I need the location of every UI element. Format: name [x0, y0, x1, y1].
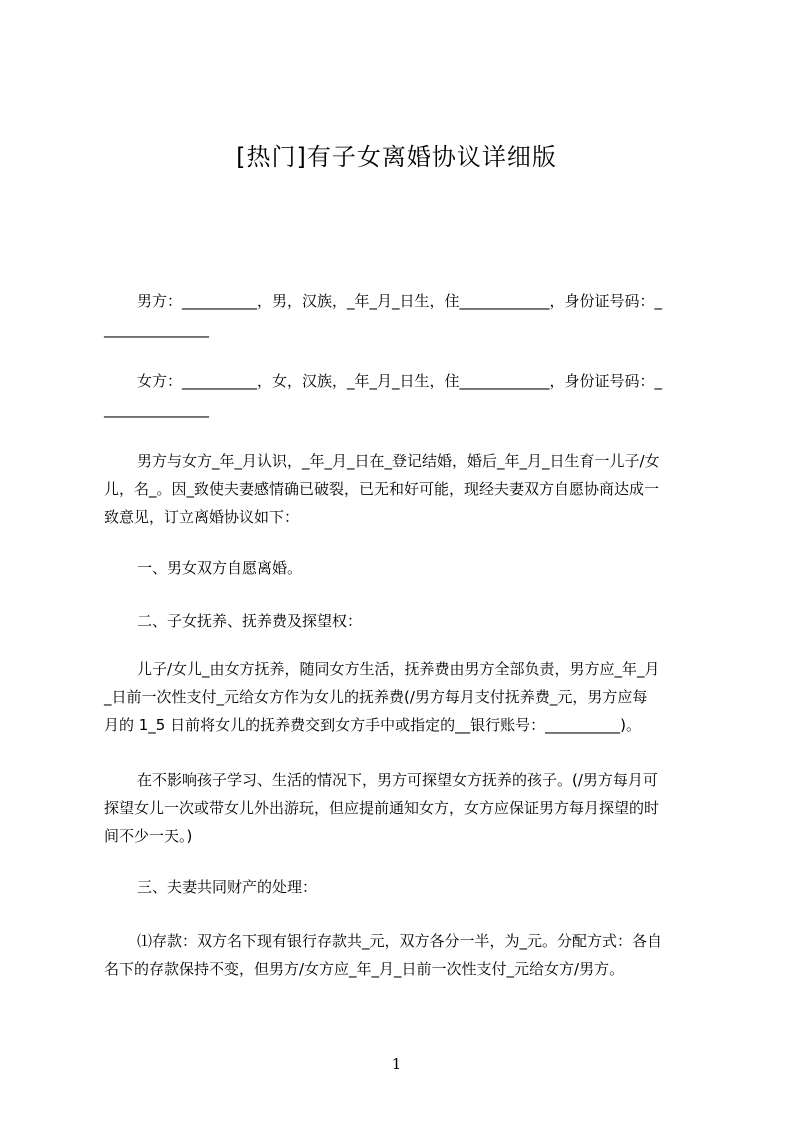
paragraph-line: 探望女儿一次或带女儿外出游玩，但应提前通知女方，女方应保证男方每月探望的时 [104, 799, 660, 817]
wife-info-paragraph [104, 367, 700, 423]
paragraph-line: _日前一次性支付_元给女方作为女儿的抚养费(/男方每月支付抚养费_元，男方应每 [104, 688, 648, 706]
paragraph-line: ______________ [104, 320, 209, 338]
paragraph-line: ______________ [104, 400, 209, 418]
paragraph-line: 间不少一天。) [104, 827, 193, 845]
visitation-paragraph [104, 766, 700, 850]
paragraph-line: 致意见，订立离婚协议如下： [104, 508, 300, 526]
paragraph-line: 儿子/女儿_由女方抚养，随同女方生活，抚养费由男方全部负责，男方应_年_月 [137, 660, 660, 678]
paragraph-line: 名下的存款保持不变，但男方/女方应_年_月_日前一次性支付_元给女方/男方。 [104, 960, 625, 978]
paragraph-line: 女方：__________，女，汉族，_年_月_日生，住____________，身份证号码：_ [137, 372, 663, 390]
husband-info-paragraph [104, 287, 700, 343]
paragraph-line: 男方与女方_年_月认识，_年_月_日在_登记结婚，婚后_年_月_日生育一儿子/女 [137, 452, 660, 470]
marriage-background-paragraph [104, 447, 700, 531]
paragraph-line: 儿，名_。因_致使夫妻感情确已破裂，已无和好可能，现经夫妻双方自愿协商达成一 [104, 480, 660, 498]
paragraph-line: ⑴存款：双方名下现有银行存款共_元，双方各分一半，为_元。分配方式：各自 [137, 932, 663, 950]
paragraph-line: 男方：__________，男，汉族，_年_月_日生，住____________，身份证号码：_ [137, 292, 663, 310]
page-number: 1 [391, 1055, 402, 1073]
custody-paragraph [104, 655, 700, 739]
document-title: [热门]有子女离婚协议详细版 [236, 143, 557, 171]
paragraph-line: 在不影响孩子学习、生活的情况下，男方可探望女方抚养的孩子。(/男方每月可 [137, 771, 658, 789]
paragraph-line: 月的 1_5 日前将女儿的抚养费交到女方手中或指定的__银行账号：__________)。 [104, 716, 641, 734]
clause-2-heading: 二、子女抚养、抚养费及探望权： [137, 612, 363, 630]
clause-3-heading: 三、夫妻共同财产的处理： [137, 878, 318, 896]
savings-paragraph [104, 927, 700, 983]
clause-1-heading: 一、男女双方自愿离婚。 [137, 559, 303, 577]
